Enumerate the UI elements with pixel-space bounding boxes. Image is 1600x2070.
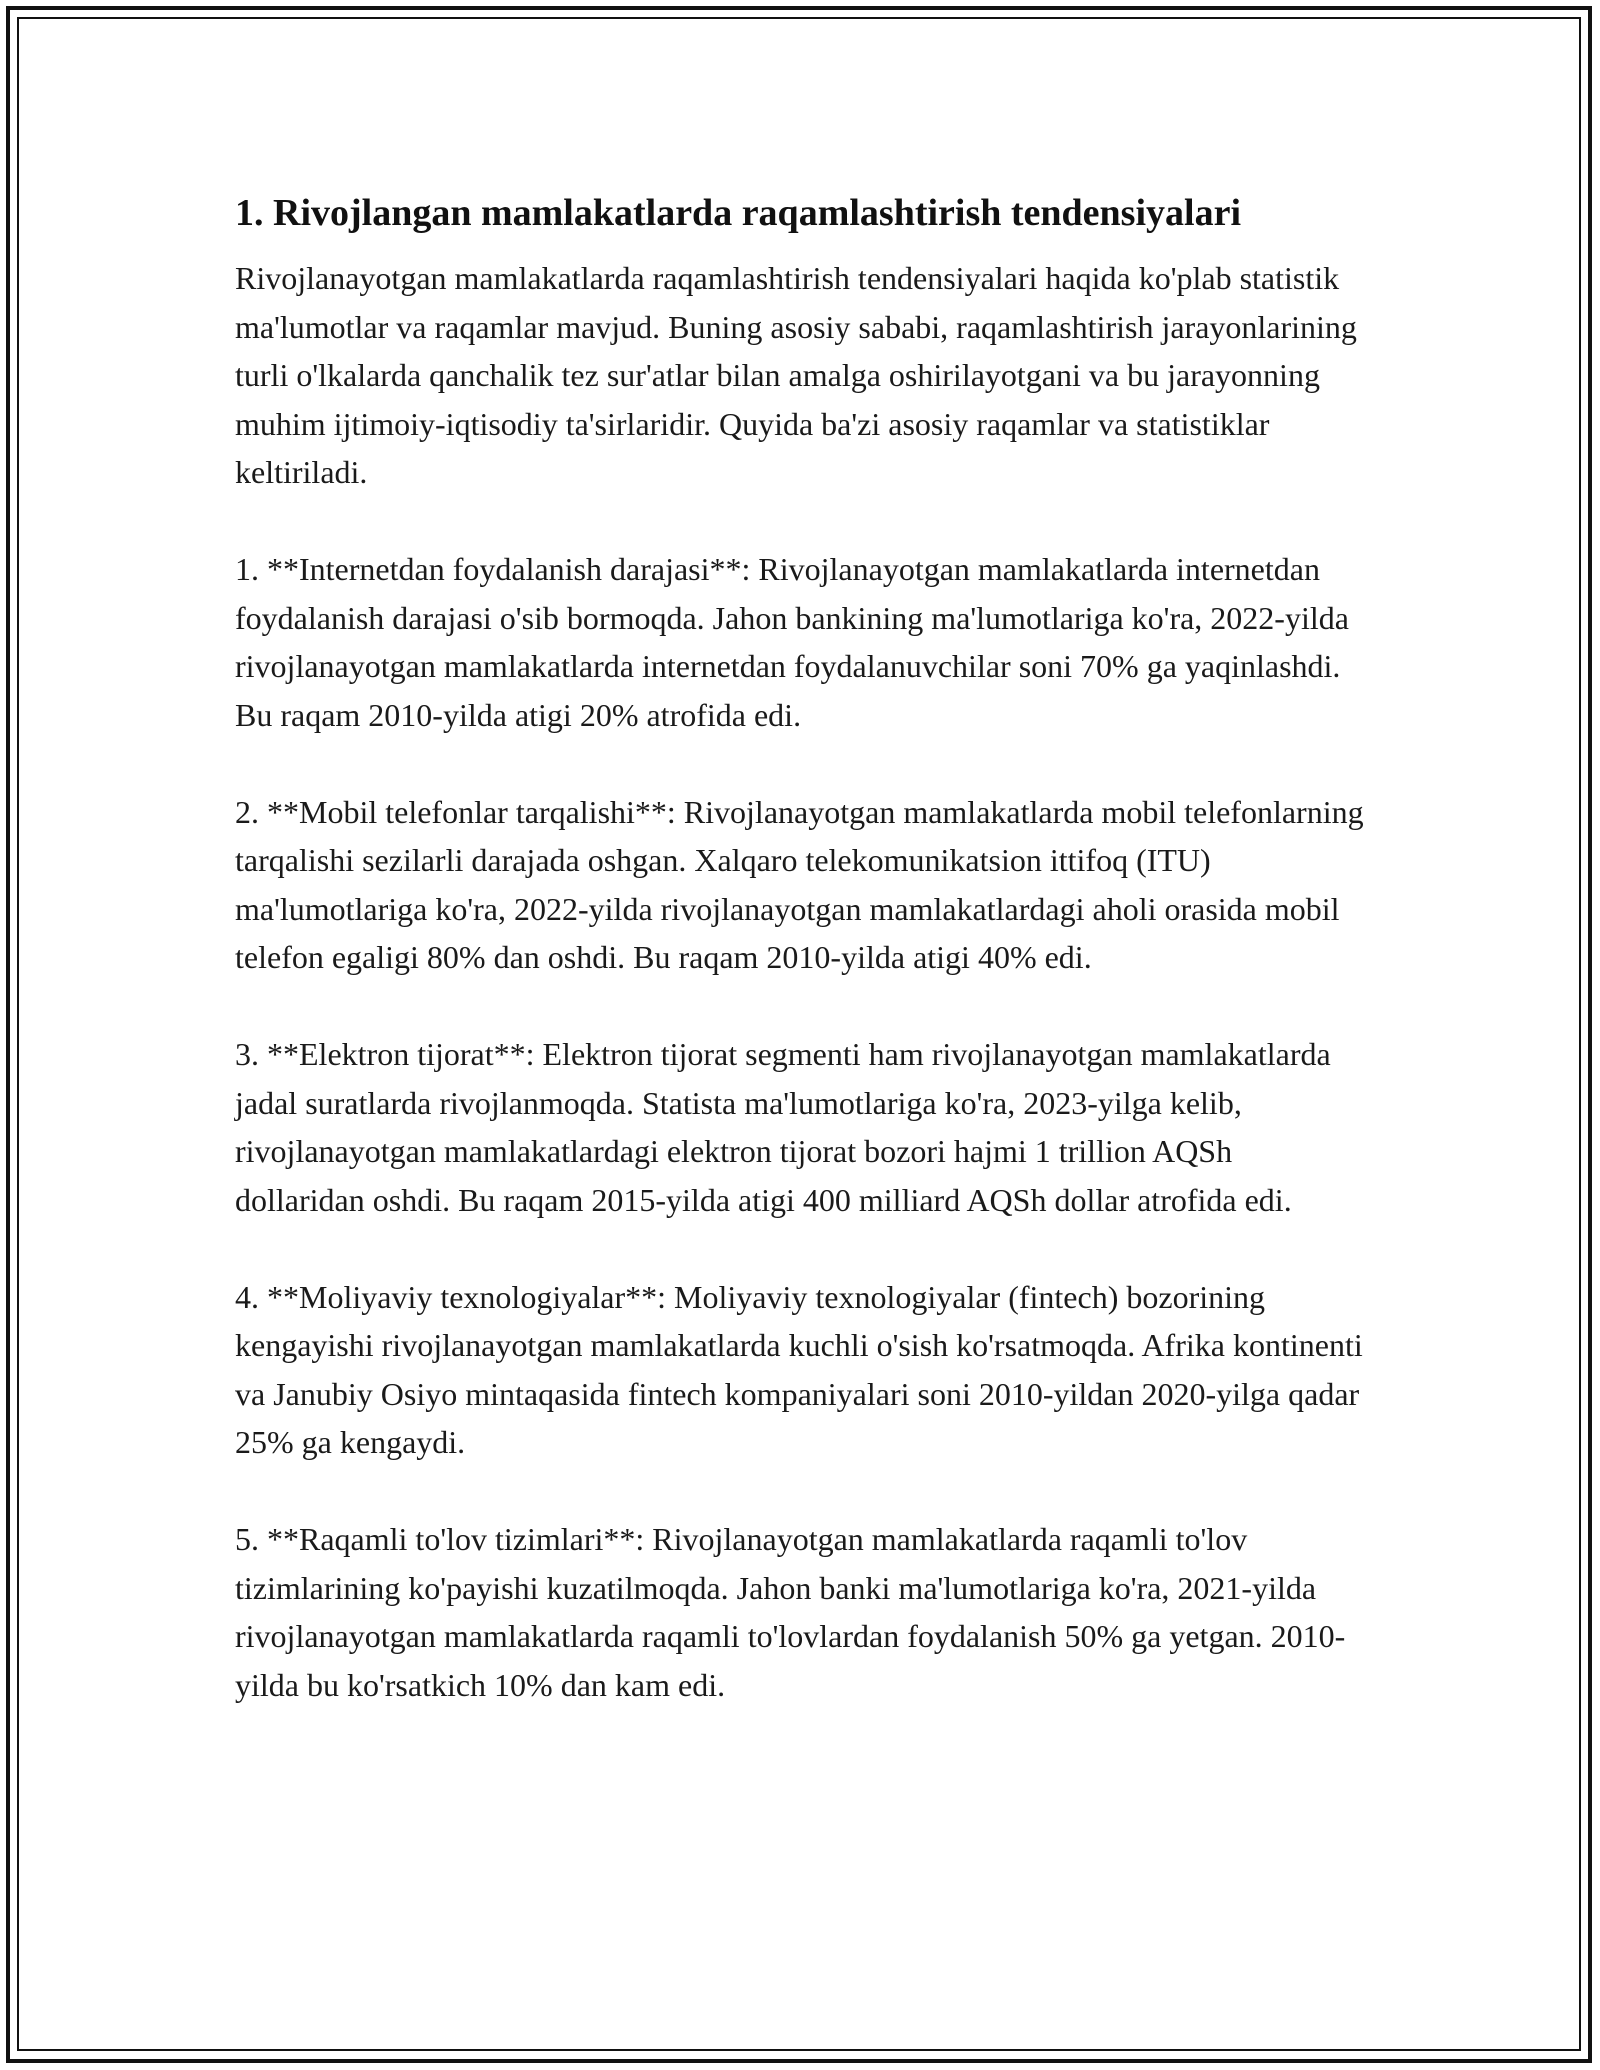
list-item-fintech: 4. **Moliyaviy texnologiyalar**: Moliyaviy texnologiyalar (fintech) bozorining kengayishi rivojlanayotgan mamlakatlarda kuchli o'sish ko'rsatmoqda. Afrika kontinenti va Janubiy Osiyo mintaqasida fintech kompaniyalari soni 2010-yildan 2020-yilga qadar 25% ga kengaydi. xyxy=(235,1278,1363,1460)
list-item-internet-usage: 1. **Internetdan foydalanish darajasi**: Rivojlanayotgan mamlakatlarda internetdan foydalanish darajasi o'sib bormoqda. Jahon bankining ma'lumotlariga ko'ra, 2022-yilda rivojlanayotgan mamlakatlarda internetdan foydalanuvchilar soni 70% ga yaqinlashdi. Bu raqam 2010-yilda atigi 20% atrofida edi. xyxy=(235,551,1349,733)
list-item-mobile-phones: 2. **Mobil telefonlar tarqalishi**: Rivojlanayotgan mamlakatlarda mobil telefonlarning tarqalishi sezilarli darajada oshgan. Xalqaro telekomunikatsion ittifoq (ITU) ma'lumotlariga ko'ra, 2022-yilda rivojlanayotgan mamlakatlardagi aholi orasida mobil telefon egaligi 80% dan oshdi. Bu raqam 2010-yilda atigi 40% edi. xyxy=(235,793,1364,975)
list-item-e-commerce: 3. **Elektron tijorat**: Elektron tijorat segmenti ham rivojlanayotgan mamlakatlarda jadal suratlarda rivojlanmoqda. Statista ma'lumotlariga ko'ra, 2023-yilga kelib, rivojlanayotgan mamlakatlardagi elektron tijorat bozori hajmi 1 trillion AQSh dollaridan oshdi. Bu raqam 2015-yilda atigi 400 milliard AQSh dollar atrofida edi. xyxy=(235,1036,1331,1218)
list-item-digital-payments: 5. **Raqamli to'lov tizimlari**: Rivojlanayotgan mamlakatlarda raqamli to'lov tizimlarining ko'payishi kuzatilmoqda. Jahon banki ma'lumotlariga ko'ra, 2021-yilda rivojlanayotgan mamlakatlarda raqamli to'lovlardan foydalanish 50% ga yetgan. 2010-yilda bu ko'rsatkich 10% dan kam edi. xyxy=(235,1521,1346,1703)
page-title: 1. Rivojlangan mamlakatlarda raqamlashtirish tendensiyalari xyxy=(235,192,1241,234)
intro-paragraph: Rivojlanayotgan mamlakatlarda raqamlashtirish tendensiyalari haqida ko'plab statistik ma'lumotlar va raqamlar mavjud. Buning asosiy sababi, raqamlashtirish jarayonlarining turli o'lkalarda qanchalik tez sur'atlar bilan amalga oshirilayotgani va bu jarayonning muhim ijtimoiy-iqtisodiy ta'sirlaridir. Quyida ba'zi asosiy raqamlar va statistiklar keltiriladi. xyxy=(235,260,1357,490)
document-body xyxy=(235,184,1365,1709)
